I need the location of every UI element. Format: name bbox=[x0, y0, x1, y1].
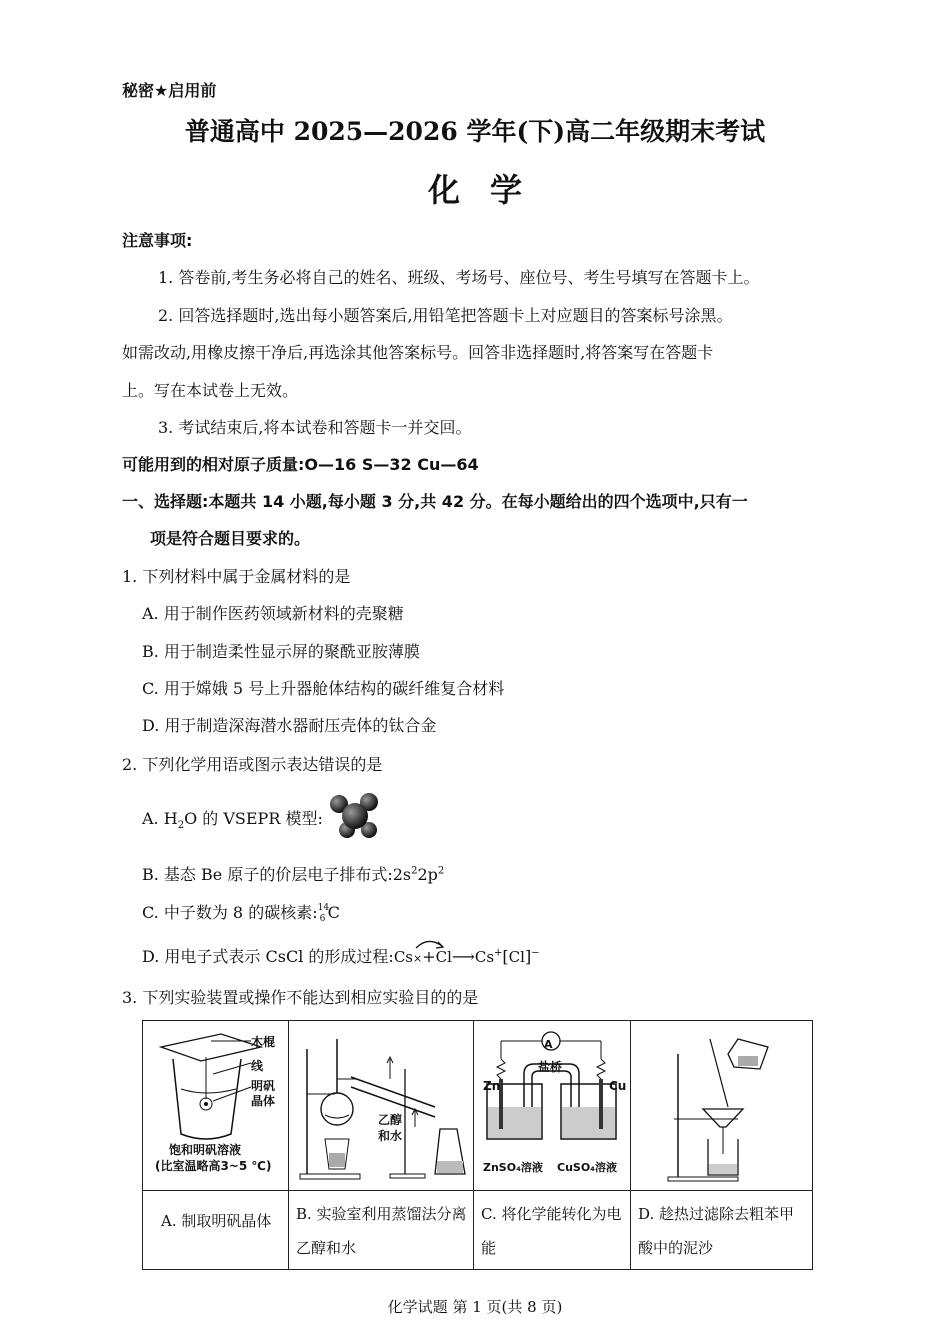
q2-a-suffix: O 的 VSEPR 模型: bbox=[184, 809, 323, 828]
nuclide-notation bbox=[317, 902, 330, 924]
q3-stem: 3. 下列实验装置或操作不能达到相应实验目的的是 bbox=[122, 988, 479, 1007]
label-thread: 线 bbox=[251, 1059, 264, 1073]
q2-c-prefix: C. 中子数为 8 的碳核素: bbox=[142, 903, 318, 922]
subject-title: 化学 bbox=[427, 171, 552, 209]
exam-title: 普通高中 2025—2026 学年(下)高二年级期末考试 bbox=[184, 117, 766, 146]
q3-option-b: B. 实验室利用蒸馏法分离乙醇和水 bbox=[296, 1205, 467, 1257]
vsepr-model-image bbox=[325, 790, 385, 842]
label-ethanol-1: 乙醇 bbox=[378, 1113, 403, 1127]
label-alum-crystal-2: 晶体 bbox=[251, 1094, 276, 1108]
filtration-apparatus bbox=[638, 1029, 808, 1184]
q1-option-b: B. 用于制造柔性显示屏的聚酰亚胺薄膜 bbox=[142, 642, 420, 661]
label-salt-bridge: 盐桥 bbox=[538, 1060, 563, 1074]
cs-ion-charge: + bbox=[494, 947, 503, 959]
label-znso4-solution: ZnSO₄溶液 bbox=[483, 1161, 543, 1174]
notice-item-3: 3. 考试结束后,将本试卷和答题卡一并交回。 bbox=[158, 418, 472, 437]
label-copper: Cu bbox=[609, 1079, 627, 1093]
atomic-number: 6 bbox=[319, 913, 326, 924]
q1-option-a: A. 用于制作医药领域新材料的壳聚糖 bbox=[142, 604, 404, 623]
nuclide-element: C bbox=[327, 903, 340, 922]
q2-stem: 2. 下列化学用语或图示表达错误的是 bbox=[122, 755, 383, 774]
label-cuso4-solution: CuSO₄溶液 bbox=[557, 1161, 617, 1174]
q3-option-a: A. 制取明矾晶体 bbox=[161, 1212, 272, 1230]
q2-option-b bbox=[142, 862, 444, 885]
q3-option-c: C. 将化学能转化为电能 bbox=[481, 1205, 622, 1257]
q3-option-d: D. 趁热过滤除去粗苯甲酸中的泥沙 bbox=[638, 1205, 795, 1257]
label-alum-crystal-1: 明矾 bbox=[251, 1079, 276, 1093]
label-saturated-solution: 饱和明矾溶液 bbox=[169, 1143, 242, 1157]
ammeter-symbol: A bbox=[544, 1038, 553, 1051]
label-wood-stick: 木棍 bbox=[251, 1035, 276, 1049]
cl-ion-charge: − bbox=[531, 947, 540, 959]
notice-heading: 注意事项: bbox=[122, 231, 193, 250]
electron-transfer-arrow-icon bbox=[412, 936, 452, 950]
q1-option-c: C. 用于嫦娥 5 号上升器舱体结构的碳纤维复合材料 bbox=[142, 679, 505, 698]
q3-apparatus-table bbox=[142, 1020, 813, 1270]
section-1-heading-line-1: 一、选择题:本题共 14 小题,每小题 3 分,共 42 分。在每小题给出的四个选项中,只有一 bbox=[122, 492, 748, 511]
table-divider bbox=[143, 1190, 812, 1191]
q1-option-d: D. 用于制造深海潜水器耐压壳体的钛合金 bbox=[142, 716, 437, 735]
q2-b-prefix: B. 基态 Be 原子的价层电子排布式:2s bbox=[142, 865, 412, 884]
distillation-apparatus bbox=[295, 1029, 467, 1184]
cs-ion: Cs bbox=[474, 948, 495, 966]
label-zinc: Zn bbox=[483, 1079, 501, 1093]
q2-a-subscript: 2 bbox=[177, 820, 185, 832]
q1-stem: 1. 下列材料中属于金属材料的是 bbox=[122, 567, 351, 586]
q2-option-d bbox=[142, 944, 540, 967]
notice-item-2-line-2: 如需改动,用橡皮擦干净后,再选涂其他答案标号。回答非选择题时,将答案写在答题卡 bbox=[122, 343, 714, 362]
notice-item-2-line-1: 2. 回答选择题时,选出每小题答案后,用铅笔把答题卡上对应题目的答案标号涂黑。 bbox=[158, 306, 733, 325]
confidential-mark: 秘密★启用前 bbox=[122, 81, 217, 100]
notice-item-2-line-3: 上。写在本试卷上无效。 bbox=[122, 381, 299, 400]
q2-b-mid: 2p bbox=[417, 865, 438, 884]
page-footer: 化学试题 第 1 页(共 8 页) bbox=[387, 1298, 563, 1316]
bracket-open: [ bbox=[502, 947, 509, 966]
q2-d-prefix: D. 用电子式表示 CsCl 的形成过程: bbox=[142, 947, 394, 966]
atomic-mass-line: 可能用到的相对原子质量:O—16 S—32 Cu—64 bbox=[122, 455, 479, 474]
notice-item-1: 1. 答卷前,考生务必将自己的姓名、班级、考场号、座位号、考生号填写在答题卡上。 bbox=[158, 268, 760, 287]
q2-option-a bbox=[142, 806, 323, 831]
cl-ion: Cl bbox=[508, 948, 525, 966]
bracket-close: ] bbox=[524, 947, 532, 966]
label-ethanol-2: 和水 bbox=[378, 1129, 403, 1143]
q2-option-c bbox=[142, 900, 340, 923]
cs-symbol: Cs bbox=[393, 948, 413, 966]
plus-sign: + bbox=[422, 947, 436, 966]
label-temperature-note: (比室温略高3~5 ℃) bbox=[155, 1159, 272, 1173]
table-divider bbox=[473, 1021, 474, 1269]
cs-electron-mark: × bbox=[413, 952, 423, 965]
cl-symbol: Cl bbox=[435, 948, 452, 966]
table-divider bbox=[288, 1021, 289, 1269]
reaction-arrow: ⟶ bbox=[451, 947, 475, 966]
section-1-heading-line-2: 项是符合题目要求的。 bbox=[150, 529, 311, 548]
q2-a-prefix: A. H bbox=[142, 809, 178, 828]
q2-b-sup1: 2 bbox=[411, 865, 418, 877]
table-divider bbox=[630, 1021, 631, 1269]
q2-b-sup2: 2 bbox=[437, 865, 445, 877]
mass-number: 14 bbox=[317, 902, 330, 913]
